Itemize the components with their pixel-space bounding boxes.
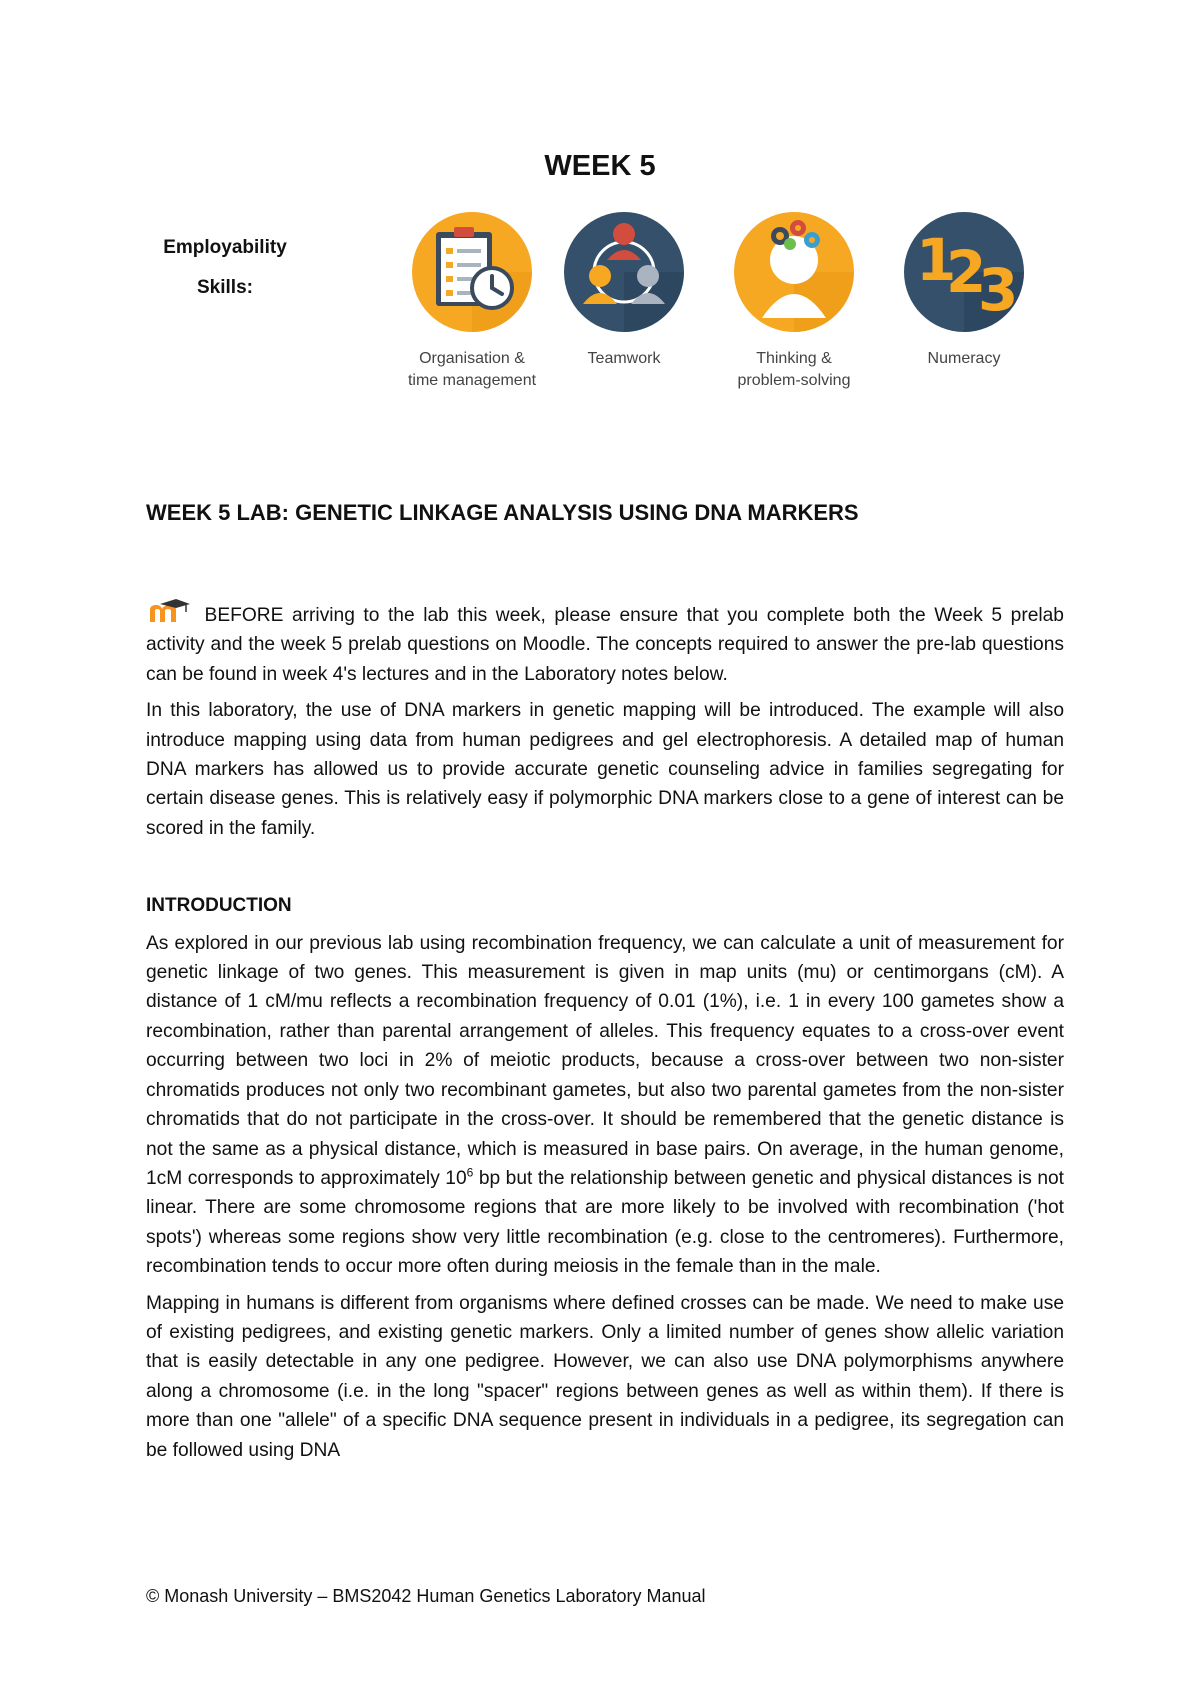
- intro-p1-before: As explored in our previous lab using recombination frequency, we can calculate a unit of measurement for genetic linkage of two genes. This measurement is given in map units (mu) or centimorgans (cM). A distance of 1 cM/mu reflects a recombination frequency of 0.01 (1%), i.e. 1 in every 100 gametes show a recombination, rather than parental arrangement of alleles. This frequency equates to a cross-over event occurring between two loci in 2% of meiotic products, because a cross-over between two non-sister chromatids produces not only two recombinant gametes, but also two parental gametes from the non-sister chromatids that do not participate in the cross-over. It should be remembered that the genetic distance is not the same as a physical distance, which is measured in base pairs. On average, in the human genome, 1cM corresponds to approximately 10: [146, 932, 1064, 1189]
- skill-thinking: [704, 210, 884, 392]
- clipboard-clock-icon: [410, 210, 534, 334]
- moodle-icon: [146, 598, 196, 624]
- skill-caption-line2: problem-solving: [737, 372, 851, 389]
- page-footer: © Monash University – BMS2042 Human Genetics Laboratory Manual: [146, 1586, 706, 1606]
- skill-caption-line1: Organisation &: [419, 350, 525, 367]
- skills-label-line1: Employability: [163, 237, 287, 258]
- page-title: WEEK 5: [544, 150, 656, 182]
- head-gears-icon: [732, 210, 856, 334]
- lab-title: WEEK 5 LAB: GENETIC LINKAGE ANALYSIS USING DNA MARKERS: [146, 500, 859, 525]
- intro-p1-after: bp but the relationship between genetic and physical distances is not linear. There are some chromosome regions that are more likely to be involved with recombination ('hot spots') whereas some regions show very little recombination (e.g. close to the centromeres). Furthermore, recombination tends to occur more often during meiosis in the female than in the male.: [146, 1167, 1064, 1278]
- svg-text:1: 1: [916, 226, 957, 294]
- svg-text:2: 2: [946, 238, 987, 306]
- skills-label-line2: Skills:: [197, 277, 253, 298]
- employability-skills-label: [140, 228, 310, 308]
- before-lab-text: BEFORE arriving to the lab this week, please ensure that you complete both the Week 5 prelab activity and the week 5 prelab questions on Moodle. The concepts required to answer the pre-lab questions can be found in week 4's lectures and in the Laboratory notes below.: [146, 605, 1064, 685]
- before-lab-note: [146, 598, 1064, 689]
- intro-paragraph: In this laboratory, the use of DNA markers in genetic mapping will be introduced. The example will also introduce mapping using data from human pedigrees and gel electrophoresis. A detailed map of human DNA markers has allowed us to provide accurate genetic counseling advice in families segregating for certain disease genes. This is relatively easy if polymorphic DNA markers close to a gene of interest can be scored in the family.: [146, 700, 1064, 839]
- content-body: [146, 598, 1064, 1472]
- introduction-paragraph-2: Mapping in humans is different from organisms where defined crosses can be made. We need to make use of existing pedigrees, and existing genetic markers. Only a limited number of genes show allelic variation that is easily detectable in any one pedigree. However, we can also use DNA polymorphisms anywhere along a chromosome (i.e. in the long "spacer" regions between genes as well as within them). If there is more than one "allele" of a specific DNA sequence present in individuals in a pedigree, its segregation can be followed using DNA: [146, 1292, 1064, 1461]
- intro-p1-superscript: 6: [466, 1165, 474, 1180]
- skill-caption-line1: Teamwork: [587, 350, 661, 367]
- svg-text:3: 3: [978, 256, 1019, 324]
- skill-caption-line1: Numeracy: [927, 350, 1001, 367]
- skill-numeracy: [874, 210, 1054, 370]
- introduction-heading: INTRODUCTION: [146, 895, 292, 917]
- skill-caption-line1: Thinking &: [756, 350, 832, 367]
- team-people-icon: [562, 210, 686, 334]
- skill-teamwork: [534, 210, 714, 370]
- numbers-123-icon: [902, 210, 1026, 334]
- skill-caption-line2: time management: [407, 372, 537, 389]
- introduction-paragraph-1: [146, 929, 1064, 1282]
